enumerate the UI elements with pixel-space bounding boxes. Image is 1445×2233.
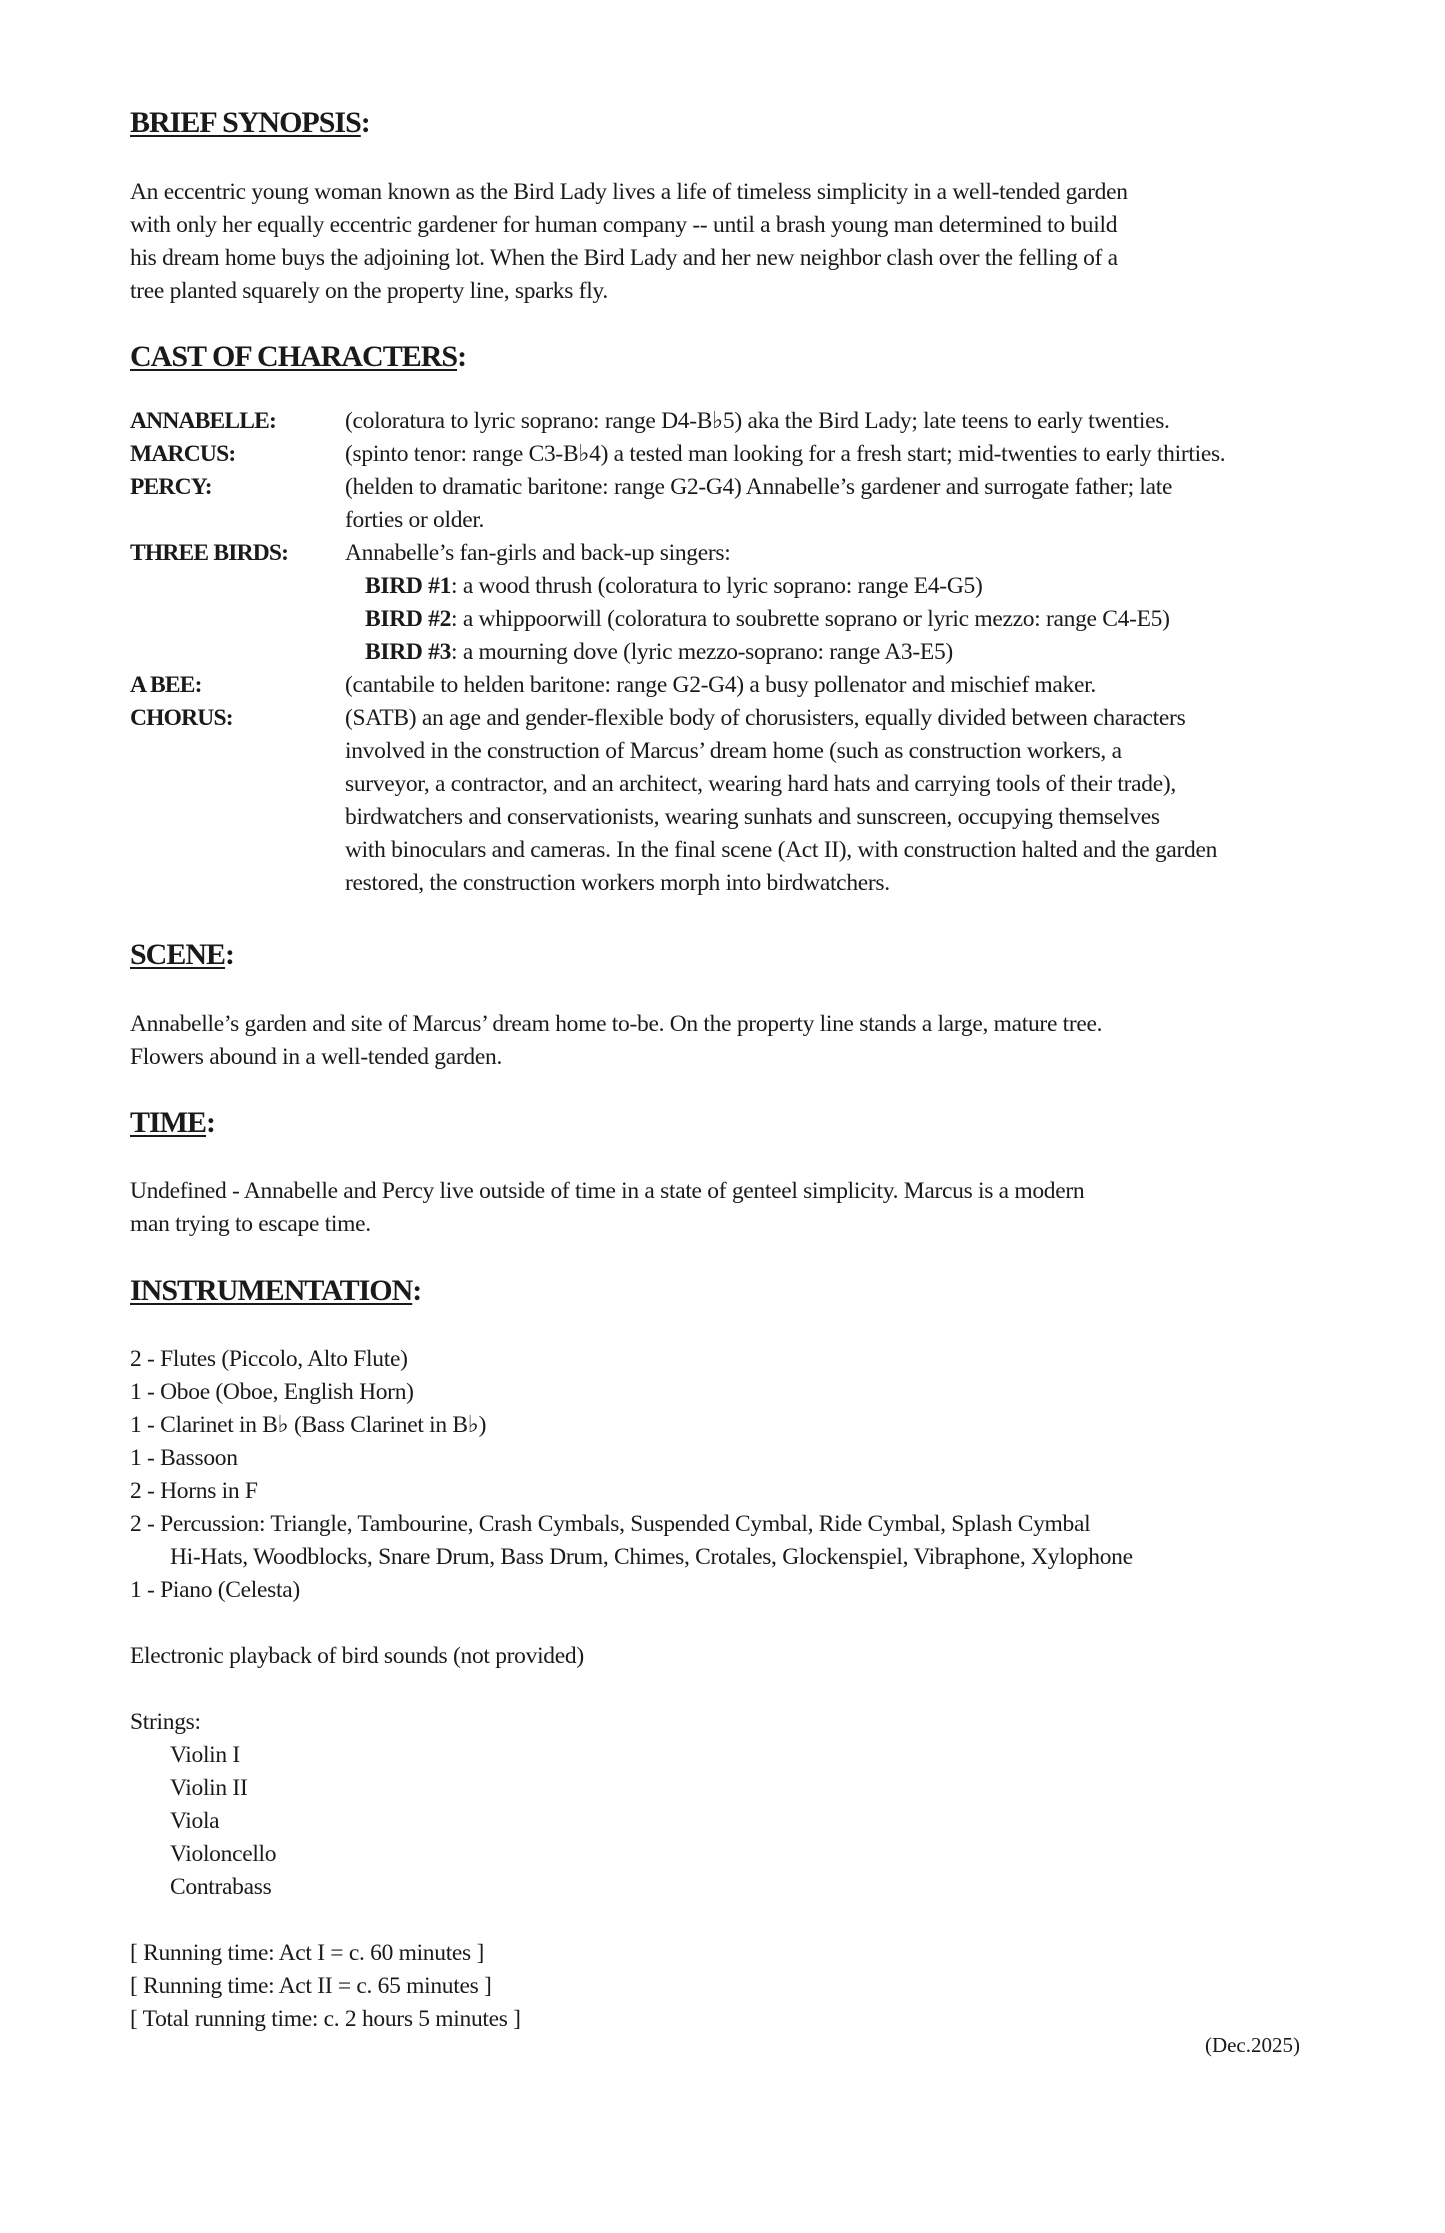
time-paragraph — [130, 1175, 1310, 1241]
instrumentation-heading-text: INSTRUMENTATION — [130, 1274, 413, 1307]
strings-list — [130, 1706, 276, 1904]
cast-description: (spinto tenor: range C3-B♭4) a tested man looking for a fresh start; mid-twenties to early thirties. — [345, 441, 1226, 467]
instrument-item: 2 - Percussion: Triangle, Tambourine, Crash Cymbals, Suspended Cymbal, Ride Cymbal, Splash Cymbal — [130, 1511, 1091, 1537]
scene-paragraph — [130, 1008, 1310, 1074]
cast-description: (coloratura to lyric soprano: range D4-B♭5) aka the Bird Lady; late teens to early twenties. — [345, 408, 1170, 434]
cast-description: birdwatchers and conservationists, wearing sunhats and sunscreen, occupying themselves — [345, 804, 1160, 830]
running-time-item: [ Running time: Act I = c. 60 minutes ] — [130, 1940, 485, 1966]
scene-line: Annabelle’s garden and site of Marcus’ dream home to-be. On the property line stands a large, mature tree. — [130, 1011, 1103, 1037]
instrumentation-heading: INSTRUMENTATION: — [130, 1274, 422, 1307]
cast-description: involved in the construction of Marcus’ dream home (such as construction workers, a — [345, 738, 1122, 764]
instrument-item-continued: Hi-Hats, Woodblocks, Snare Drum, Bass Drum, Chimes, Crotales, Glockenspiel, Vibraphone, Xylophone — [170, 1544, 1133, 1570]
string-item: Violoncello — [170, 1841, 277, 1867]
cast-description: Annabelle’s fan-girls and back-up singers: — [345, 540, 731, 566]
document-date: (Dec.2025) — [1204, 2033, 1300, 2057]
instrument-item: 1 - Piano (Celesta) — [130, 1577, 300, 1603]
bird-2-text: : a whippoorwill (coloratura to soubrette soprano or lyric mezzo: range C4-E5) — [451, 606, 1170, 632]
running-time-list — [130, 1937, 521, 2036]
cast-description: with binoculars and cameras. In the final scene (Act II), with construction halted and the garden — [345, 837, 1218, 863]
time-heading-text: TIME — [130, 1106, 207, 1139]
bird-3-label: BIRD #3 — [365, 639, 452, 665]
synopsis-paragraph — [130, 176, 1310, 308]
instrument-item: 1 - Clarinet in B♭ (Bass Clarinet in B♭) — [130, 1412, 487, 1438]
string-item: Violin II — [170, 1775, 248, 1801]
synopsis-heading-text: BRIEF SYNOPSIS — [130, 106, 361, 139]
instrument-item: 2 - Flutes (Piccolo, Alto Flute) — [130, 1346, 408, 1372]
cast-description: (SATB) an age and gender-flexible body of chorusisters, equally divided between characters — [345, 705, 1186, 731]
cast-heading-text: CAST OF CHARACTERS — [130, 340, 458, 373]
bird-1-text: : a wood thrush (coloratura to lyric soprano: range E4-G5) — [451, 573, 983, 599]
time-line: Undefined - Annabelle and Percy live outside of time in a state of genteel simplicity. Marcus is a modern — [130, 1178, 1085, 1204]
cast-row-chorus — [130, 702, 1330, 900]
string-item: Contrabass — [170, 1874, 272, 1900]
cast-heading: CAST OF CHARACTERS: — [130, 340, 467, 373]
cast-description: (helden to dramatic baritone: range G2-G4) Annabelle’s gardener and surrogate father; late — [345, 474, 1173, 500]
time-heading: TIME: — [130, 1106, 216, 1139]
running-time-item: [ Running time: Act II = c. 65 minutes ] — [130, 1973, 492, 1999]
cast-list — [130, 405, 1330, 900]
cast-name: THREE BIRDS: — [130, 540, 289, 566]
cast-row-birds — [130, 537, 1330, 669]
synopsis-line: with only her equally eccentric gardener for human company -- until a brash young man determined to build — [130, 212, 1118, 238]
time-line: man trying to escape time. — [130, 1211, 371, 1237]
strings-label: Strings: — [130, 1709, 201, 1735]
cast-name: ANNABELLE: — [130, 408, 277, 434]
cast-row-bee — [130, 669, 1330, 702]
cast-row-marcus — [130, 438, 1330, 471]
string-item: Viola — [170, 1808, 220, 1834]
scene-heading-text: SCENE — [130, 938, 226, 971]
cast-row-percy — [130, 471, 1330, 537]
bird-2-label: BIRD #2 — [365, 606, 452, 632]
bird-1-line — [345, 570, 1330, 603]
bird-2-line — [345, 603, 1330, 636]
scene-heading: SCENE: — [130, 938, 235, 971]
cast-description: (cantabile to helden baritone: range G2-G4) a busy pollenator and mischief maker. — [345, 672, 1096, 698]
instrument-list — [130, 1343, 1133, 1607]
instrument-item: 1 - Oboe (Oboe, English Horn) — [130, 1379, 414, 1405]
cast-description: surveyor, a contractor, and an architect, wearing hard hats and carrying tools of their trade), — [345, 771, 1176, 797]
cast-name: A BEE: — [130, 672, 202, 698]
string-item: Violin I — [170, 1742, 240, 1768]
electronic-playback-text: Electronic playback of bird sounds (not provided) — [130, 1643, 584, 1669]
cast-name: CHORUS: — [130, 705, 233, 731]
cast-name: PERCY: — [130, 474, 212, 500]
bird-3-line — [345, 636, 1330, 669]
bird-3-text: : a mourning dove (lyric mezzo-soprano: range A3-E5) — [451, 639, 953, 665]
running-time-item: [ Total running time: c. 2 hours 5 minutes ] — [130, 2006, 521, 2032]
instrument-item: 2 - Horns in F — [130, 1478, 258, 1504]
cast-description: forties or older. — [345, 507, 485, 533]
cast-row-annabelle — [130, 405, 1330, 438]
cast-description: restored, the construction workers morph into birdwatchers. — [345, 870, 890, 896]
synopsis-line: his dream home buys the adjoining lot. When the Bird Lady and her new neighbor clash over the felling of a — [130, 245, 1118, 271]
scene-line: Flowers abound in a well-tended garden. — [130, 1044, 503, 1070]
instrument-item: 1 - Bassoon — [130, 1445, 238, 1471]
electronic-playback — [130, 1640, 1310, 1673]
cast-name: MARCUS: — [130, 441, 236, 467]
synopsis-line: tree planted squarely on the property line, sparks fly. — [130, 278, 608, 304]
synopsis-line: An eccentric young woman known as the Bird Lady lives a life of timeless simplicity in a well-tended garden — [130, 179, 1128, 205]
synopsis-heading: BRIEF SYNOPSIS: — [130, 106, 370, 139]
bird-1-label: BIRD #1 — [365, 573, 452, 599]
